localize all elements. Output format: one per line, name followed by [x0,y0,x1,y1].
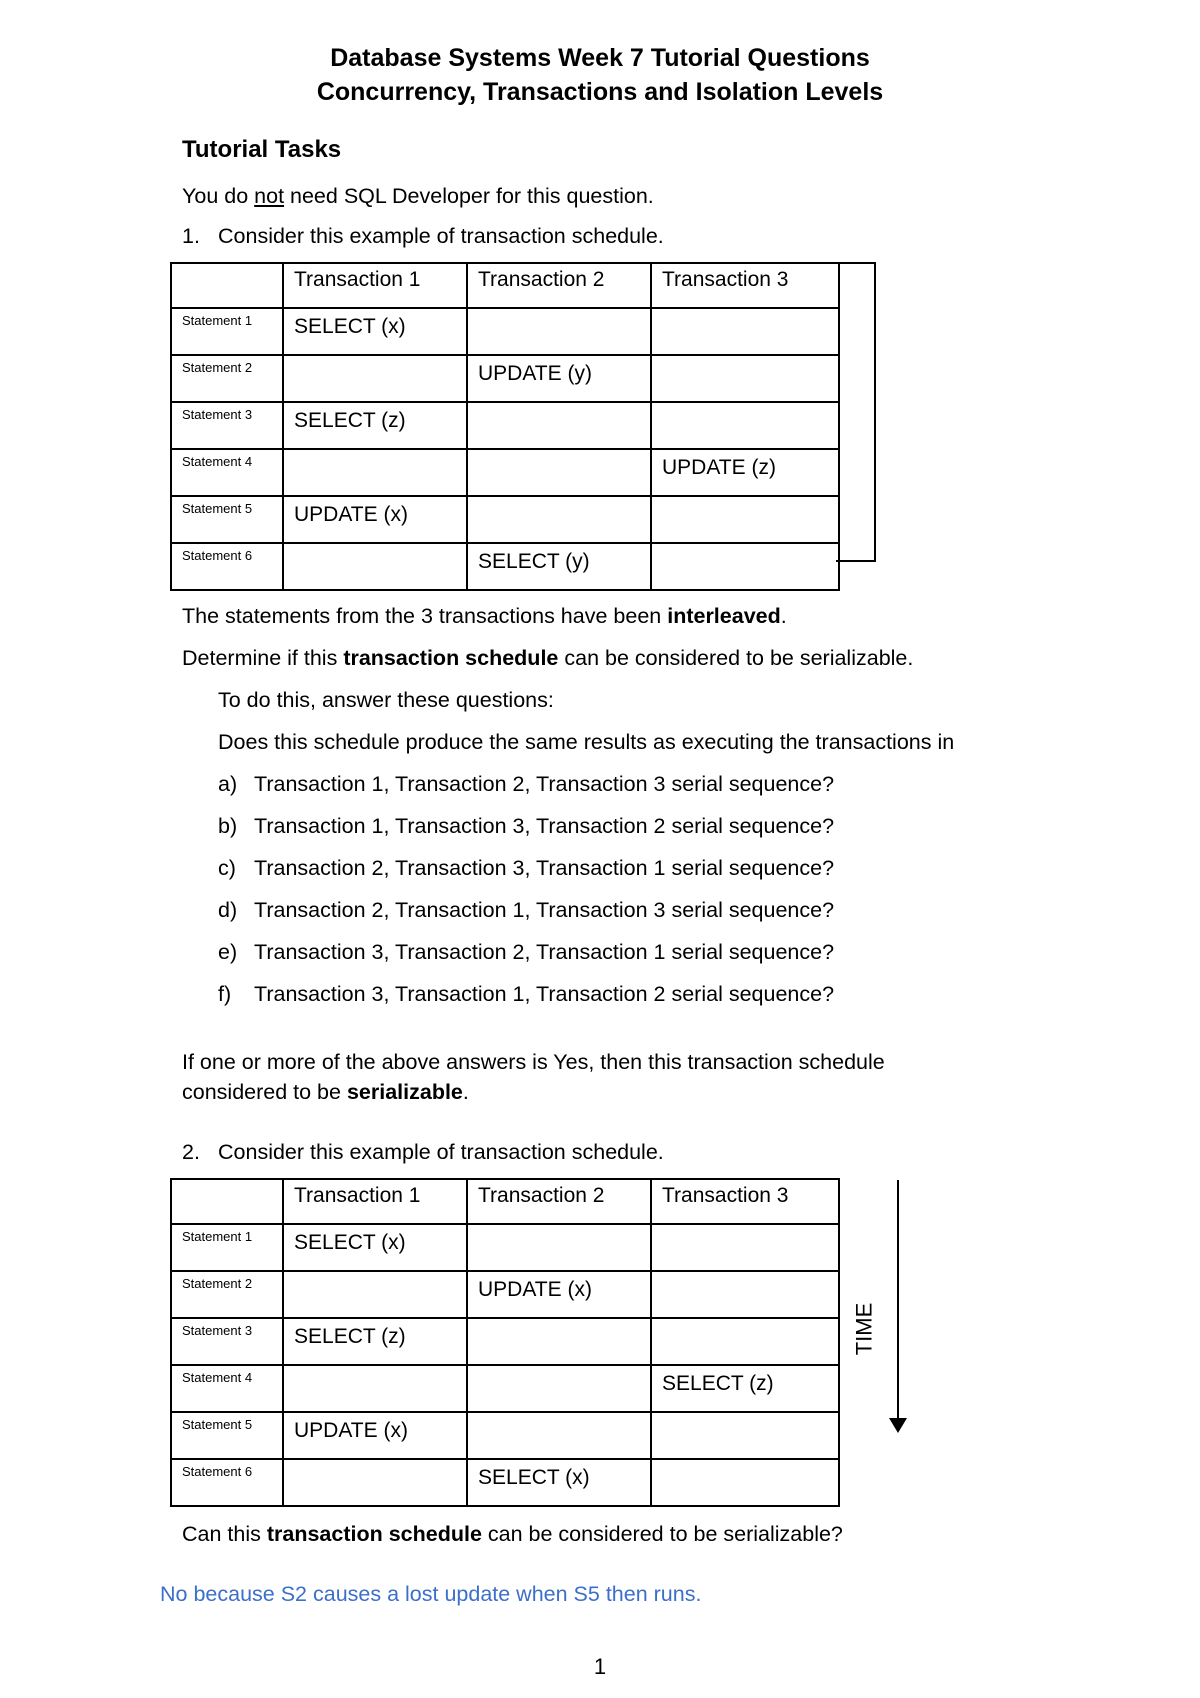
q1-option-text: Transaction 2, Transaction 3, Transaction 1 serial sequence? [254,856,835,880]
q2-statement-label: Statement 1 [171,1224,283,1271]
q1-option-item [218,814,834,839]
q1-option-label: a) [218,772,238,796]
q2-header-cell: Transaction 1 [283,1179,467,1224]
q2-table-cell [283,1271,467,1318]
q1-conclusion-line2 [182,1080,469,1105]
q2-header-row [171,1179,839,1224]
q2-text: Consider this example of transaction schedule. [218,1140,664,1164]
q2-table-cell: SELECT (x) [467,1459,651,1506]
q2-table-cell [651,1271,839,1318]
q1-table-cell [651,355,839,402]
q2-answer: No because S2 causes a lost update when S5 then runs. [160,1582,702,1606]
q1-table-row [171,449,839,496]
q2-statement-label: Statement 6 [171,1459,283,1506]
q1-para1-post: . [780,604,787,628]
q1-para2 [182,646,913,671]
q2-question-pre: Can this [182,1522,267,1546]
q2-table-row [171,1224,839,1271]
q2-question-bold: transaction schedule [266,1522,482,1546]
doc-title-line1: Database Systems Week 7 Tutorial Questions [330,44,870,72]
q2-header-cell: Transaction 2 [467,1179,651,1224]
q1-statement-label: Statement 6 [171,543,283,590]
q1-option-text: Transaction 1, Transaction 3, Transaction 2 serial sequence? [254,814,835,838]
q2-table-row [171,1318,839,1365]
q2-statement-label: Statement 3 [171,1318,283,1365]
q2-statement-label: Statement 4 [171,1365,283,1412]
q2-table-row [171,1271,839,1318]
q1-table-cell [651,496,839,543]
q2-number: 2. [182,1140,200,1164]
doc-title-line2: Concurrency, Transactions and Isolation Levels [316,78,884,106]
q1-para4: Does this schedule produce the same results as executing the transactions in [218,730,955,754]
q1-option-label: b) [218,814,238,838]
q2-table-cell [283,1459,467,1506]
q1-statement-label: Statement 5 [171,496,283,543]
time-arrow-line [897,1180,899,1420]
intro-emph: not [254,184,285,208]
q1-option-item [218,982,834,1007]
q1-para3: To do this, answer these questions: [218,688,554,712]
q2-table-cell [467,1365,651,1412]
q1-option-label: c) [218,856,236,880]
q1-statement-label: Statement 2 [171,355,283,402]
time-arrow-head-icon [889,1418,907,1433]
q1-para1 [182,604,787,629]
q1-header-cell: Transaction 1 [283,263,467,308]
q2-table-cell: SELECT (x) [283,1224,467,1271]
intro-pre: You do [182,184,255,208]
q2-question [182,1522,843,1547]
q1-table-cell [467,449,651,496]
q1-table-row [171,402,839,449]
q1-para1-pre: The statements from the 3 transactions have been [182,604,668,628]
q2-question-post: can be considered to be serializable? [481,1522,843,1546]
intro-post: need SQL Developer for this question. [284,184,654,208]
q1-option-text: Transaction 3, Transaction 1, Transaction 2 serial sequence? [254,982,835,1006]
q1-concl-bold: serializable [346,1080,463,1104]
q2-schedule-table [170,1178,840,1507]
q1-option-label: f) [218,982,232,1006]
q1-option-text: Transaction 2, Transaction 1, Transaction 3 serial sequence? [254,898,835,922]
q1-table-cell [467,402,651,449]
q1-option-label: e) [218,940,238,964]
q2-prompt [182,1140,664,1165]
q1-option-item [218,898,834,923]
q2-table-cell [467,1318,651,1365]
q2-table-cell: UPDATE (x) [467,1271,651,1318]
q1-table-cell: UPDATE (z) [651,449,839,496]
q1-table-extra-column [836,262,876,562]
q1-table-cell: SELECT (x) [283,308,467,355]
q1-statement-label: Statement 1 [171,308,283,355]
q1-header-cell [171,263,283,308]
q1-option-text: Transaction 3, Transaction 2, Transaction 1 serial sequence? [254,940,835,964]
q2-header-cell [171,1179,283,1224]
q1-option-item [218,772,834,797]
q1-table-cell: SELECT (y) [467,543,651,590]
q1-table-row [171,355,839,402]
q2-header-cell: Transaction 3 [651,1179,839,1224]
q1-table-row [171,496,839,543]
q1-prompt [182,224,664,249]
q2-statement-label: Statement 2 [171,1271,283,1318]
q2-table-cell: SELECT (z) [651,1365,839,1412]
q1-para2-post: can be considered to be serializable. [558,646,914,670]
q1-option-item [218,856,834,881]
q1-table-cell [283,543,467,590]
q2-table-row [171,1365,839,1412]
q1-header-cell: Transaction 3 [651,263,839,308]
q2-statement-label: Statement 5 [171,1412,283,1459]
q2-table-cell [651,1459,839,1506]
q1-table-cell [283,355,467,402]
q1-para2-pre: Determine if this [182,646,344,670]
q2-table-cell [467,1412,651,1459]
page-number: 1 [593,1654,607,1679]
q1-text: Consider this example of transaction schedule. [218,224,664,248]
q1-table-cell [283,449,467,496]
q1-table-row [171,543,839,590]
q2-table-cell [651,1412,839,1459]
q1-table-row [171,308,839,355]
q1-table-cell [467,496,651,543]
q1-option-item [218,940,834,965]
q1-table-cell [467,308,651,355]
intro-text [182,184,654,209]
q1-option-label: d) [218,898,238,922]
q1-para1-bold: interleaved [667,604,781,628]
q1-statement-label: Statement 4 [171,449,283,496]
q2-table-cell [283,1365,467,1412]
q2-table-cell: SELECT (z) [283,1318,467,1365]
q2-table-row [171,1459,839,1506]
time-label: TIME [851,1302,877,1356]
q1-option-text: Transaction 1, Transaction 2, Transaction 3 serial sequence? [254,772,835,796]
q1-table-cell: UPDATE (y) [467,355,651,402]
q1-table-cell: SELECT (z) [283,402,467,449]
q1-table-cell [651,402,839,449]
section-heading: Tutorial Tasks [182,136,342,163]
q1-concl-pre: considered to be [182,1080,347,1104]
q1-table-cell [651,308,839,355]
q2-table-row [171,1412,839,1459]
q1-table-cell: UPDATE (x) [283,496,467,543]
q1-concl-post: . [462,1080,469,1104]
q2-table-cell [467,1224,651,1271]
q1-header-row [171,263,839,308]
q1-statement-label: Statement 3 [171,402,283,449]
q2-table-cell [651,1318,839,1365]
q1-conclusion-line1: If one or more of the above answers is Yes, then this transaction schedule [182,1050,885,1074]
q2-table-cell [651,1224,839,1271]
q1-table-cell [651,543,839,590]
q1-schedule-table [170,262,840,591]
q1-number: 1. [182,224,200,248]
q1-header-cell: Transaction 2 [467,263,651,308]
q2-table-cell: UPDATE (x) [283,1412,467,1459]
q1-para2-bold: transaction schedule [343,646,559,670]
